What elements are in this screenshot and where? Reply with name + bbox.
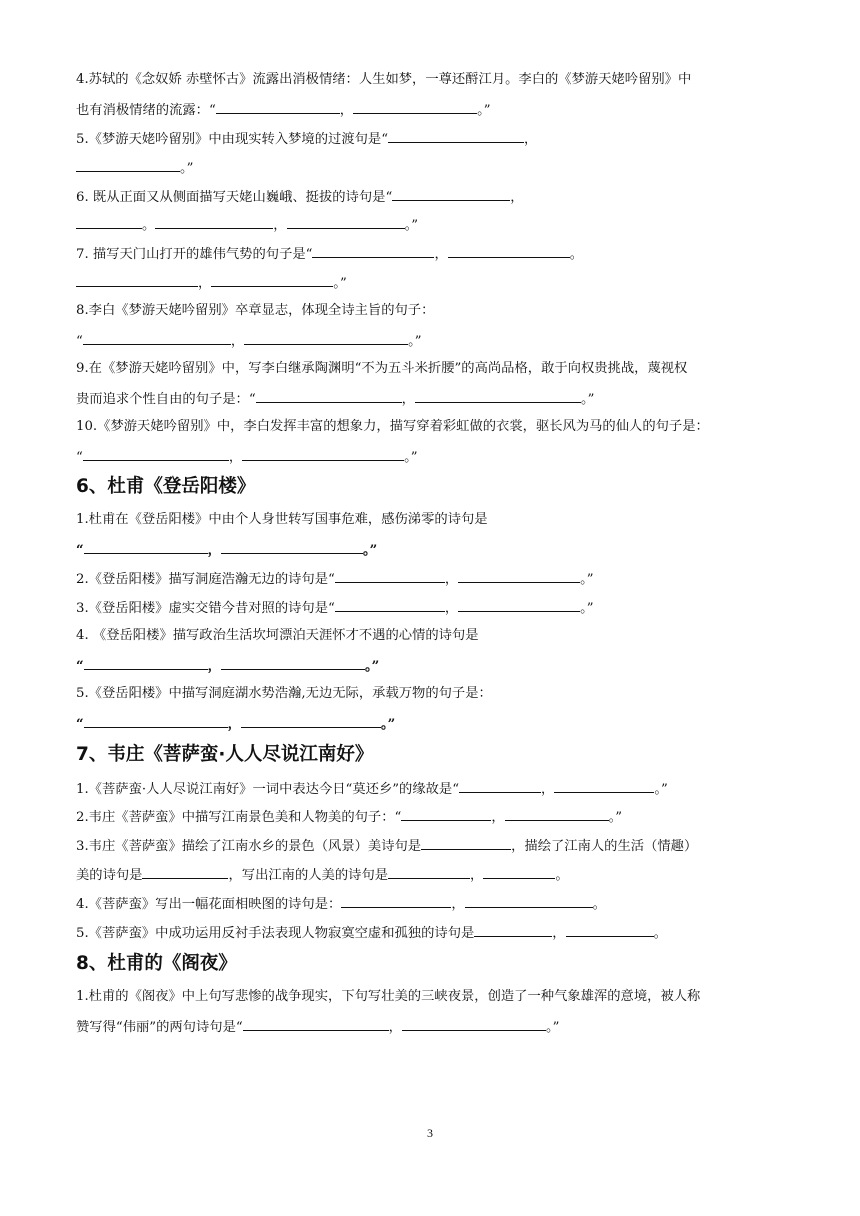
punct: 。” — [362, 543, 378, 559]
question-text: 2.《登岳阳楼》描写洞庭浩瀚无边的诗句是“ — [76, 572, 335, 588]
answer-blank[interactable] — [221, 539, 363, 554]
answer-blank[interactable] — [211, 272, 333, 287]
answer-blank[interactable] — [566, 922, 654, 937]
question-text: 4.苏轼的《念奴娇 赤壁怀古》流露出消极情绪：人生如梦，一尊还酹江月。李白的《梦游天姥吟留别》中 — [76, 72, 692, 87]
s7-question-5 — [76, 922, 792, 942]
punct: ， — [227, 716, 241, 732]
punct: 。” — [608, 810, 623, 826]
punct: ， — [491, 810, 505, 826]
punct: 。 — [555, 868, 569, 884]
punct: ， — [207, 658, 221, 674]
answer-blank[interactable] — [155, 214, 273, 229]
punct: 。” — [545, 1019, 560, 1035]
answer-blank[interactable] — [287, 214, 405, 229]
answer-blank[interactable] — [353, 99, 477, 114]
answer-blank[interactable] — [474, 922, 552, 937]
punct: ， — [434, 247, 448, 263]
answer-blank[interactable] — [421, 835, 511, 850]
punct: ， — [524, 131, 538, 147]
punct: 。 — [142, 218, 156, 234]
question-text: 8.李白《梦游天姥吟留别》卒章显志，体现全诗主旨的句子： — [76, 303, 435, 319]
question-text: 美的诗句是 — [76, 868, 143, 884]
question-text: 4.《菩萨蛮》写出一幅花面相映图的诗句是： — [76, 897, 342, 913]
punct: ， — [401, 391, 415, 407]
question-8-line-1 — [76, 301, 792, 321]
answer-blank[interactable] — [76, 272, 198, 287]
s6-question-5-line-2 — [76, 713, 792, 733]
question-text: 2.韦庄《菩萨蛮》中描写江南景色美和人物美的句子：“ — [76, 810, 402, 826]
question-5-line-1 — [76, 128, 792, 148]
answer-blank[interactable] — [84, 713, 228, 728]
punct: 。” — [404, 449, 418, 465]
punct: ， — [207, 543, 221, 559]
question-6-line-1 — [76, 186, 792, 206]
question-10-line-1 — [76, 417, 792, 437]
answer-blank[interactable] — [458, 568, 580, 583]
question-text: 5.《登岳阳楼》中描写洞庭湖水势浩瀚,无边无际，承载万物的句子是： — [76, 685, 492, 701]
punct: ， — [230, 334, 245, 350]
punct: ， — [339, 102, 354, 118]
answer-blank[interactable] — [335, 597, 445, 612]
question-text: 3.韦庄《菩萨蛮》描绘了江南水乡的景色（风景）美诗句是 — [76, 839, 422, 855]
answer-blank[interactable] — [335, 568, 445, 583]
answer-blank[interactable] — [341, 893, 451, 908]
answer-blank[interactable] — [402, 1016, 546, 1031]
answer-blank[interactable] — [256, 388, 402, 403]
question-text: ，写出江南的人美的诗句是 — [228, 868, 389, 884]
question-text: 7. 描写天门山打开的雄伟气势的句子是“ — [76, 247, 313, 263]
punct: 。” — [364, 658, 380, 674]
punct: 。” — [580, 601, 594, 617]
answer-blank[interactable] — [83, 330, 231, 345]
question-text: 1.杜甫在《登岳阳楼》中由个人身世转写国事危难，感伤涕零的诗句是 — [76, 512, 488, 528]
question-text: 3.《登岳阳楼》虚实交错今昔对照的诗句是“ — [76, 601, 335, 617]
answer-blank[interactable] — [415, 388, 581, 403]
s7-question-2 — [76, 806, 792, 826]
s6-question-1-line-2 — [76, 539, 792, 559]
question-9-line-2 — [76, 388, 792, 408]
s6-question-5-line-1 — [76, 684, 792, 704]
punct: “ — [76, 543, 84, 559]
answer-blank[interactable] — [388, 864, 470, 879]
answer-blank[interactable] — [505, 806, 609, 821]
answer-blank[interactable] — [76, 214, 142, 229]
s6-question-4-line-1 — [76, 626, 792, 646]
question-text: 9.在《梦游天姥吟留别》中，写李白继承陶渊明“不为五斗米折腰”的高尚品格，敢于向权贵挑战，蔑视权 — [76, 360, 688, 376]
question-5-line-2 — [76, 157, 792, 177]
punct: 。” — [408, 334, 422, 350]
punct: ， — [198, 276, 212, 292]
punct: 。” — [580, 391, 595, 407]
punct: “ — [76, 334, 83, 350]
punct: 。” — [477, 102, 491, 118]
question-text: 5.《菩萨蛮》中成功运用反衬手法表现人物寂寞空虚和孤独的诗句是 — [76, 926, 475, 942]
question-9-line-1 — [76, 359, 792, 379]
answer-blank[interactable] — [483, 864, 555, 879]
answer-blank[interactable] — [312, 243, 434, 258]
question-text: 贵而追求个性自由的句子是：“ — [76, 391, 256, 407]
section-heading: 7、韦庄《菩萨蛮·人人尽说江南好》 — [76, 743, 374, 765]
punct: ， — [228, 449, 243, 465]
answer-blank[interactable] — [459, 778, 541, 793]
section-heading: 8、杜甫的《阁夜》 — [76, 952, 237, 974]
answer-blank[interactable] — [216, 99, 340, 114]
question-text: 10.《梦游天姥吟留别》中，李白发挥丰富的想象力，描写穿着彩虹做的衣裳，驱长风为马的仙人的句子是： — [76, 418, 709, 434]
answer-blank[interactable] — [388, 128, 524, 143]
punct: ， — [510, 189, 524, 205]
punct: ， — [273, 218, 287, 234]
punct: ， — [451, 897, 465, 913]
answer-blank[interactable] — [243, 1016, 389, 1031]
punct: 。” — [580, 572, 594, 588]
punct: 。” — [380, 716, 396, 732]
answer-blank[interactable] — [84, 655, 208, 670]
punct: ， — [388, 1019, 402, 1035]
answer-blank[interactable] — [465, 893, 593, 908]
punct: 。” — [654, 781, 668, 797]
punct: 。 — [653, 926, 667, 942]
answer-blank[interactable] — [401, 806, 491, 821]
answer-blank[interactable] — [244, 330, 408, 345]
question-4-line-2 — [76, 99, 792, 119]
punct: ， — [444, 601, 459, 617]
answer-blank[interactable] — [83, 446, 229, 461]
s6-question-4-line-2 — [76, 655, 792, 675]
s7-question-4 — [76, 893, 792, 913]
punct: ， — [470, 868, 484, 884]
worksheet-page — [76, 70, 792, 1045]
punct: 。 — [569, 247, 584, 263]
punct: 。” — [333, 276, 347, 292]
question-text: 4. 《登岳阳楼》描写政治生活坎坷漂泊天涯怀才不遇的心情的诗句是 — [76, 628, 479, 644]
punct: “ — [76, 716, 84, 732]
question-7-line-1 — [76, 243, 792, 263]
s6-question-1-line-1 — [76, 510, 792, 530]
punct: ， — [552, 926, 566, 942]
punct: 。” — [180, 160, 194, 176]
answer-blank[interactable] — [221, 655, 365, 670]
punct: “ — [76, 658, 84, 674]
question-text: 5.《梦游天姥吟留别》中由现实转入梦境的过渡句是“ — [76, 131, 389, 147]
page-number: 3 — [427, 1126, 433, 1140]
question-10-line-2 — [76, 446, 792, 466]
question-text: 也有消极情绪的流露：“ — [76, 102, 216, 118]
s8-question-1-line-2 — [76, 1016, 792, 1036]
question-text: 赞写得“伟丽”的两句诗句是“ — [76, 1019, 243, 1035]
question-text: ，描绘了江南人的生活（情趣） — [511, 839, 698, 855]
answer-blank[interactable] — [448, 243, 570, 258]
s6-question-3 — [76, 597, 792, 617]
section-heading: 6、杜甫《登岳阳楼》 — [76, 476, 256, 498]
question-7-line-2 — [76, 272, 792, 292]
question-text: 6. 既从正面又从侧面描写天姥山巍峨、挺拔的诗句是“ — [76, 189, 393, 205]
s8-question-1-line-1 — [76, 987, 792, 1007]
punct: 。 — [592, 897, 606, 913]
s7-question-1 — [76, 778, 792, 798]
question-text: 1.《菩萨蛮·人人尽说江南好》一词中表达今日“莫还乡”的缘故是“ — [76, 781, 460, 797]
question-text: 1.杜甫的《阁夜》中上句写悲惨的战争现实，下句写壮美的三峡夜景，创造了一种气象雄浑的意境，被人称 — [76, 988, 701, 1004]
s6-question-2 — [76, 568, 792, 588]
answer-blank[interactable] — [242, 446, 404, 461]
question-4-line-1 — [76, 70, 792, 90]
answer-blank[interactable] — [84, 539, 208, 554]
s7-question-3-line-2 — [76, 864, 792, 884]
s7-question-3-line-1 — [76, 835, 792, 855]
punct: ， — [541, 781, 555, 797]
question-8-line-2 — [76, 330, 792, 350]
answer-blank[interactable] — [241, 713, 381, 728]
answer-blank[interactable] — [392, 186, 510, 201]
punct: 。” — [404, 218, 419, 234]
punct: “ — [76, 449, 83, 465]
answer-blank[interactable] — [458, 597, 580, 612]
answer-blank[interactable] — [142, 864, 228, 879]
answer-blank[interactable] — [76, 157, 180, 172]
answer-blank[interactable] — [554, 778, 654, 793]
punct: ， — [444, 572, 459, 588]
question-6-line-2 — [76, 214, 792, 234]
